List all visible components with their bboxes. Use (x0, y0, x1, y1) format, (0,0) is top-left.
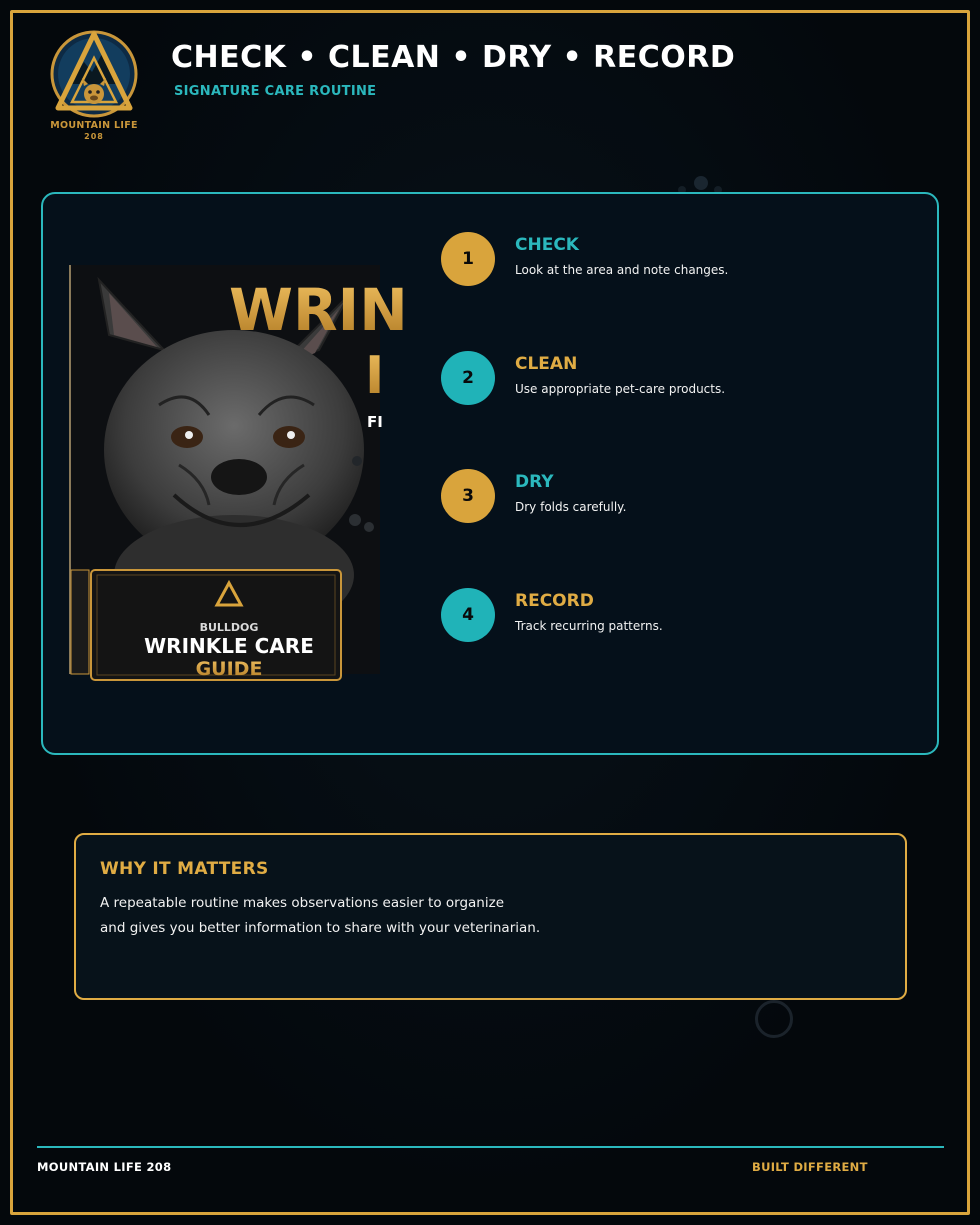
book-title-guide: GUIDE (195, 658, 263, 680)
step-description: Track recurring patterns. (515, 619, 663, 633)
product-headline: WRIN (229, 276, 408, 344)
step-title: CHECK (515, 235, 579, 255)
footer-tagline: BUILT DIFFERENT (752, 1160, 868, 1174)
step-dry (441, 469, 901, 529)
step-check (441, 232, 901, 292)
product-headline-fragment: I (365, 346, 385, 406)
logo-text-name: MOUNTAIN LIFE (50, 120, 138, 131)
book-brand: BULLDOG (199, 621, 259, 634)
step-title: DRY (515, 472, 554, 492)
bulldog-illustration (69, 265, 408, 680)
why-title: WHY IT MATTERS (100, 859, 269, 879)
step-description: Look at the area and note changes. (515, 263, 729, 277)
brand-logo (46, 28, 142, 140)
mountain-bulldog-logo-icon (46, 28, 142, 120)
page-title: CHECK • CLEAN • DRY • RECORD (171, 40, 736, 75)
footer-divider (37, 1146, 944, 1148)
step-description: Dry folds carefully. (515, 500, 627, 514)
step-number-badge: 3 (441, 469, 495, 523)
decorative-ring (755, 1000, 793, 1038)
book-title: WRINKLE CARE (144, 634, 314, 658)
footer-brand: MOUNTAIN LIFE 208 (37, 1160, 172, 1174)
step-title: RECORD (515, 591, 594, 611)
step-record (441, 588, 901, 648)
step-title: CLEAN (515, 354, 578, 374)
why-body-line: and gives you better information to share with your veterinarian. (100, 920, 541, 936)
step-number-badge: 4 (441, 588, 495, 642)
step-clean (441, 351, 901, 411)
why-body-line: A repeatable routine makes observations easier to organize (100, 895, 505, 911)
step-number-badge: 2 (441, 351, 495, 405)
why-it-matters-box (74, 833, 907, 1000)
decorative-dot (694, 176, 708, 190)
product-side-text: FI (367, 413, 383, 431)
step-number-badge: 1 (441, 232, 495, 286)
step-description: Use appropriate pet-care products. (515, 382, 726, 396)
logo-text-number: 208 (84, 132, 104, 141)
wrinkle-care-guide-image (69, 265, 408, 680)
page-subtitle: SIGNATURE CARE ROUTINE (174, 84, 377, 99)
